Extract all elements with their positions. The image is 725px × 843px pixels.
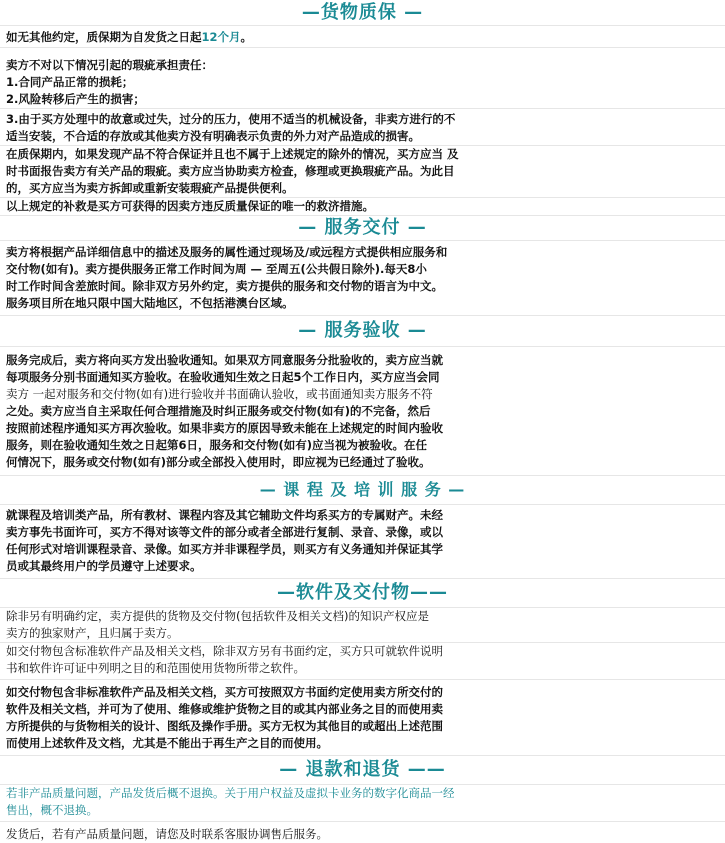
text-line: 时工作时间含差旅时间。除非双方另外约定，卖方提供的服务和交付物的语言为中文。 (6, 279, 443, 293)
terms-document (0, 1, 725, 843)
service-delivery-heading: — 服务交付 — (0, 216, 725, 241)
service-acceptance-body (0, 347, 725, 471)
text-line: 何情况下，服务或交付物(如有)部分或全部投入使用时，即应视为已经通过了验收。 (6, 455, 431, 469)
text-line: 时书面报告卖方有关产品的瑕疵。卖方应当协助卖方检查，修理或更换瑕疵产品。为此目 (6, 164, 455, 178)
text-line: 卖方 一起对服务和交付物(如有)进行验收并书面确认验收，或书面通知卖方服务不符 (6, 387, 433, 401)
text-line: 如交付物包含标准软件产品及相关文档，除非双方另有书面约定，买方只可就软件说明 (6, 644, 443, 658)
software-ip-text (0, 608, 725, 642)
training-body (0, 505, 725, 575)
refund-contact-note: 发货后，若有产品质量问题，请您及时联系客服协调售后服务。 (6, 827, 328, 841)
text-line: 按照前述程序通知买方再次验收。如果非卖方的原因导致未能在上述规定的时间内验收 (6, 421, 443, 435)
text-line: 之处。卖方应当自主采取任何合理措施及时纠正服务或交付物(如有)的不完备，然后 (6, 404, 431, 418)
refund-notice (0, 785, 725, 819)
refund-heading: — 退款和退货 —— (0, 756, 725, 785)
text-line: 服务项目所在地只限中国大陆地区，不包括港澳台区域。 (6, 296, 294, 310)
text-line: 如交付物包含非标准软件产品及相关文档，买方可按照双方书面约定使用卖方所交付的 (6, 685, 443, 699)
warranty-period-value: 12个月 (201, 30, 241, 44)
text-line: 员或其最终用户的学员遵守上述要求。 (6, 559, 202, 573)
service-acceptance-heading: — 服务验收 — (0, 316, 725, 347)
text-line: 除非另有明确约定，卖方提供的货物及交付物(包括软件及相关文档)的知识产权应是 (6, 609, 429, 623)
text-line: 在质保期内，如果发现产品不符合保证并且也不属于上述规定的除外的情况，买方应当 及 (6, 147, 459, 161)
warranty-period-line (0, 27, 725, 47)
warranty-period-suffix: 。 (240, 30, 253, 44)
text-line: 方所提供的与货物相关的设计、图纸及操作手册。买方无权为其他目的或超出上述范围 (6, 719, 443, 733)
text-line: 就课程及培训类产品，所有教材、课程内容及其它辅助文件均系买方的专属财产。未经 (6, 508, 443, 522)
warranty-period-prefix: 如无其他约定，质保期为自发货之日起 (6, 30, 202, 44)
warranty-sole-remedy: 以上规定的补救是买方可获得的因卖方违反质量保证的唯一的救济措施。 (6, 199, 374, 213)
software-standard-text (0, 643, 725, 677)
text-line: 若非产品质量问题，产品发货后概不退换。关于用户权益及虚拟卡业务的数字化商品一经 (6, 786, 455, 800)
text-line: 交付物(如有)。卖方提供服务正常工作时间为周 — 至周五(公共假日除外).每天8小 (6, 262, 427, 276)
text-line: 卖方的独家财产，且归属于卖方。 (6, 626, 179, 640)
text-line: 的，买方应当为卖方拆卸或重新安装瑕疵产品提供便利。 (6, 181, 294, 195)
text-line: 任何形式对培训课程录音、录像。如买方并非课程学员，则买方有义务通知并保证其学 (6, 542, 443, 556)
software-nonstandard-text (0, 680, 725, 752)
text-line: 3.由于买方处理中的故意或过失，过分的压力，使用不适当的机械设备，非卖方进行的不 (6, 112, 456, 126)
text-line: 软件及相关文档，并可为了使用、维修或维护货物之目的或其内部业务之目的而使用卖 (6, 702, 443, 716)
text-line: 而使用上述软件及文档，尤其是不能出于再生产之目的而使用。 (6, 736, 328, 750)
text-line: 适当安装，不合适的存放或其他卖方没有明确表示负责的外力对产品造成的损害。 (6, 129, 420, 143)
warranty-exclusion-2: 2.风险转移后产生的损害； (6, 92, 145, 106)
text-line: 书和软件许可证中列明之目的和范围使用货物所带之软件。 (6, 661, 305, 675)
warranty-exclusion-3 (0, 109, 725, 145)
warranty-exclusion-1: 1.合同产品正常的损耗； (6, 75, 134, 89)
text-line: 服务，则在验收通知生效之日起第6日，服务和交付物(如有)应当视为被验收。在任 (6, 438, 428, 452)
warranty-heading: —货物质保 — (0, 1, 725, 26)
service-delivery-body (0, 241, 725, 312)
text-line: 每项服务分别书面通知买方验收。在验收通知生效之日起5个工作日内，买方应当会同 (6, 370, 440, 384)
text-line: 卖方将根据产品详细信息中的描述及服务的属性通过现场及/或远程方式提供相应服务和 (6, 245, 448, 259)
text-line: 服务完成后，卖方将向买方发出验收通知。如果双方同意服务分批验收的，卖方应当就 (6, 353, 443, 367)
text-line: 售出，概不退换。 (6, 803, 98, 817)
warranty-defect-handling (0, 146, 725, 197)
warranty-exclusions-intro: 卖方不对以下情况引起的瑕疵承担责任： (6, 58, 213, 72)
text-line: 卖方事先书面许可，买方不得对该等文件的部分或者全部进行复制、录音、录像，或以 (6, 525, 443, 539)
training-heading: — 课 程 及 培 训 服 务 — (0, 476, 725, 505)
software-heading: —软件及交付物—— (0, 579, 725, 608)
